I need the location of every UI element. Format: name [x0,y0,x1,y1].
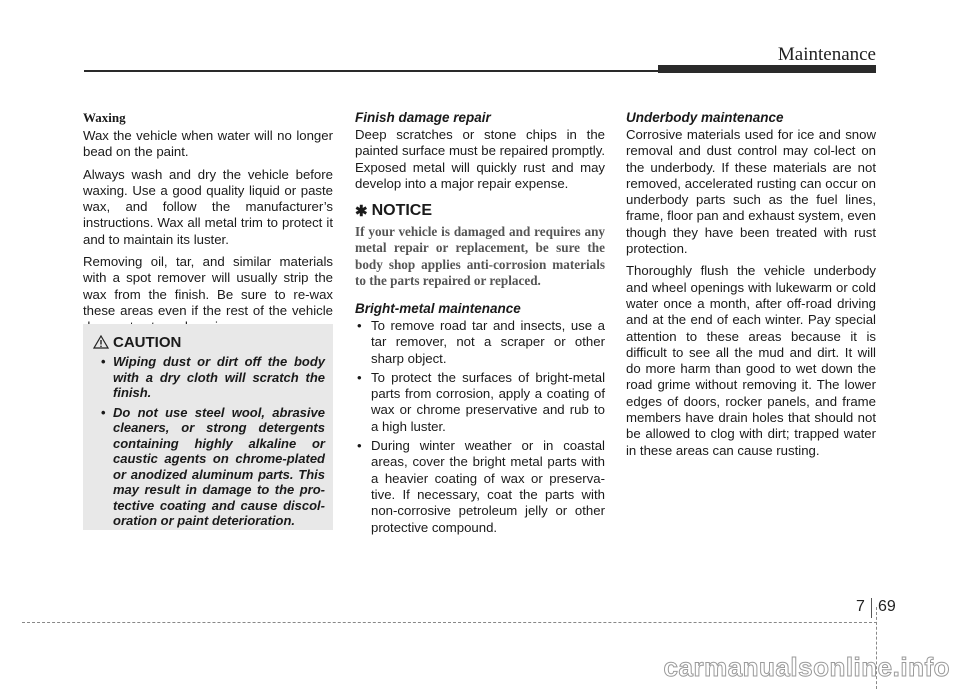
paragraph: Always wash and dry the vehicle before waxing. Use a good quality liquid or paste wax, and follow the manufacturer’s instructions. Wax all metal trim to protect it and to maintain its luster. [83,166,333,247]
warning-triangle-icon [93,335,109,354]
page-number-divider [871,598,872,618]
header-title: Maintenance [777,44,876,65]
watermark: carmanualsonline.info [663,652,950,682]
list-item: • During winter weather or in coastal areas, cover the bright metal parts with a heavier coating of wax or preserva-tive. If necessary, coat the parts with non-corrosive petroleum jelly or other protective compound. [355,438,605,536]
section-heading-bright-metal: Bright-metal maintenance [355,301,521,316]
notice-title: NOTICE [371,202,433,220]
column-left [83,110,333,342]
paragraph: Wax the vehicle when water will no longer bead on the paint. [83,128,333,160]
section-heading-finish-damage: Finish damage repair [355,110,491,125]
notice-star-icon: ✱ [355,203,368,221]
column-right [626,110,876,465]
chapter-number: 7 [856,598,865,615]
section-heading-waxing: Waxing [83,110,126,125]
paragraph: Corrosive materials used for ice and snow removal and dust control may col-lect on the underbody. If these materials are not removed, accelerated rusting can occur on underbody parts such as the fuel lines, frame, floor pan and exhaust system, even though they have been treated with rust protection. [626,127,876,257]
list-item: • To remove road tar and insects, use a tar remover, not a scraper or other sharp object. [355,318,605,367]
header-rule [84,70,660,72]
bright-metal-list [355,318,605,536]
caution-box [83,324,333,530]
paragraph: Deep scratches or stone chips in the painted surface must be repaired promptly. Exposed metal will quickly rust and may develop into a major repair expense. [355,127,605,191]
paragraph: Thoroughly flush the vehicle underbody and wheel openings with lukewarm or cold water once a month, after off-road driving and at the end of each winter. Pay special attention to these areas because it is difficult to see all the mud and dirt. It will do more harm than good to wet down the road grime without removing it. The lower edges of doors, rocker panels, and frame members have drain holes that should not be allowed to clog with dirt; trapped water in these areas can cause rusting. [626,263,876,458]
list-item: • To protect the surfaces of bright-metal parts from corrosion, apply a coating of wax or chrome preservative and rub to a high luster. [355,370,605,435]
header-rule-accent [658,65,876,73]
column-middle [355,110,605,539]
notice-heading [355,202,605,220]
caution-item: • Do not use steel wool, abrasive cleaners, or strong detergents containing highly alkaline or caustic agents on chrome-plated or anodized aluminum parts. This may result in damage to the pro-tective coating and cause discol-oration or paint deterioration. [93,405,325,529]
section-heading-underbody: Underbody maintenance [626,110,784,125]
page-number: 69 [878,598,896,615]
caution-title: CAUTION [113,334,182,351]
paragraph: Removing oil, tar, and similar materials with a spot remover will usually strip the wax from the finish. Be sure to re-wax these areas even if the rest of the vehicle [83,254,333,318]
caution-list [93,354,325,533]
notice-body: If your vehicle is damaged and requires any metal repair or replacement, be sure the body shop applies anti-corrosion materials to the parts repaired or replaced. [355,224,605,288]
caution-item: • Wiping dust or dirt off the body with a dry cloth will scratch the finish. [93,354,325,401]
footer-rule [22,622,877,624]
